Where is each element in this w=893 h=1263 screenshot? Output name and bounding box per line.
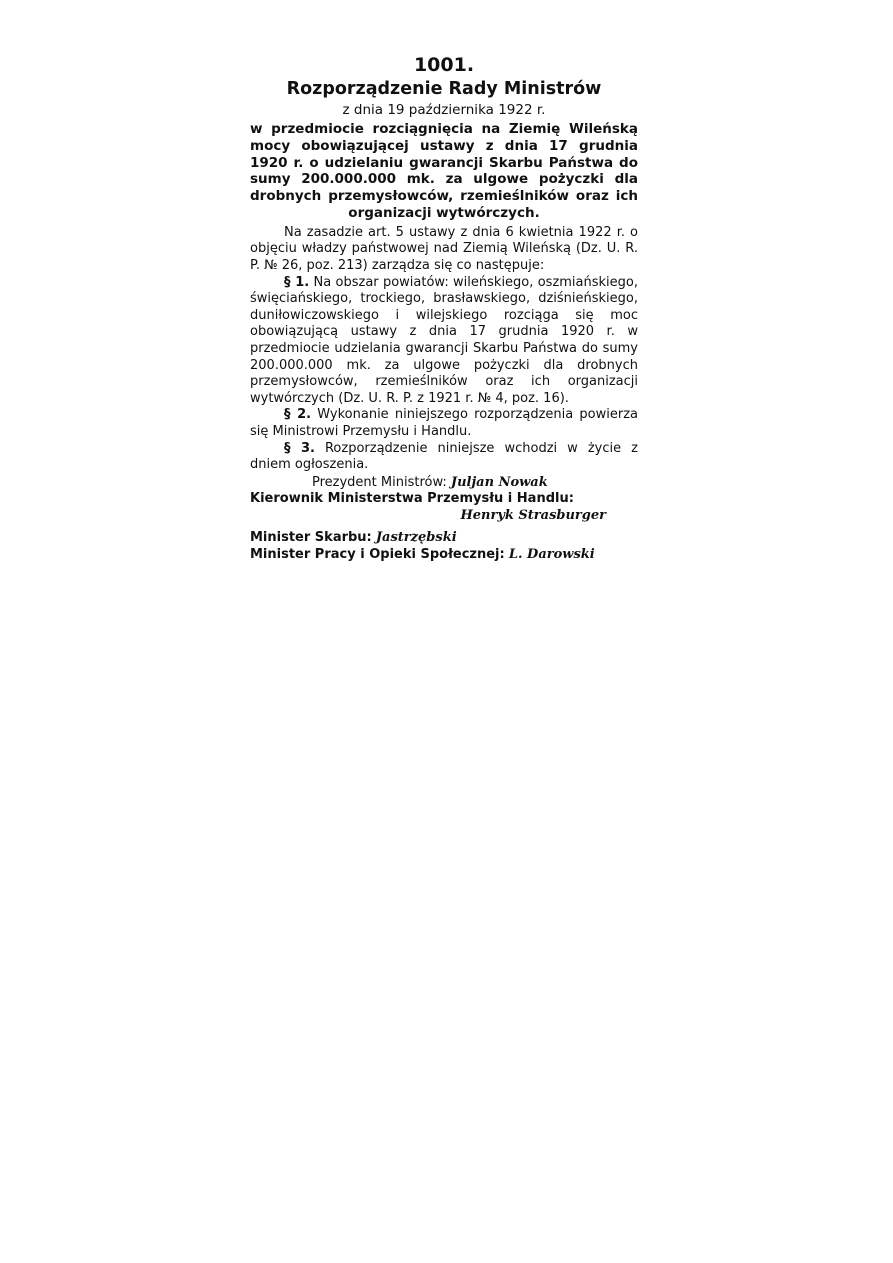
- section-3-mark: § 3.: [284, 440, 315, 456]
- act-title: Rozporządzenie Rady Ministrów: [286, 79, 602, 99]
- signature-industry: [250, 491, 638, 508]
- act-date: z dnia 19 października 1922 r.: [342, 102, 546, 118]
- industry-name: Henryk Strasburger: [460, 507, 606, 523]
- president-label: Prezydent Ministrów:: [312, 474, 447, 490]
- president-name: Juljan Nowak: [450, 474, 548, 490]
- section-2-text: Wykonanie niniejszego rozporządzenia powierza się Ministrowi Przemysłu i Handlu.: [250, 407, 639, 439]
- labour-label: Minister Pracy i Opieki Społecznej:: [250, 547, 505, 563]
- section-3: [250, 441, 638, 474]
- section-3-text: Rozporządzenie niniejsze wchodzi w życie z dniem ogłoszenia.: [250, 440, 638, 473]
- section-2: [250, 407, 638, 440]
- treasury-name: Jastrzębski: [375, 530, 457, 546]
- preamble: Na zasadzie art. 5 ustawy z dnia 6 kwietnia 1922 r. o objęciu władzy państwowej nad Ziemią Wileńską (Dz. U. R. P. № 26, poz. 213) zarządza się co następuje:: [250, 224, 638, 273]
- industry-label: Kierownik Ministerstwa Przemysłu i Handlu:: [250, 491, 574, 507]
- treasury-label: Minister Skarbu:: [250, 530, 372, 546]
- section-1: [250, 275, 638, 408]
- signature-president: [250, 475, 638, 492]
- labour-name: L. Darowski: [508, 547, 595, 563]
- section-1-text: Na obszar powiatów: wileńskiego, oszmiańskiego, święciańskiego, trockiego, brasławskiego, dziśnieńskiego, duniłowiczowskiego i wilejskiego rozciąga się moc obowiązującą ustawy z dnia 17 grudnia 1920 r. w przedmiocie udzielania gwarancji Skarbu Państwa do sumy 200.000.000 mk. za ulgowe pożyczki dla drobnych przemysłowców, rzemieślników oraz ich organizacji wytwórczych (Dz. U. R. P. z 1921 r. № 4, poz. 16).: [250, 274, 638, 406]
- section-2-mark: § 2.: [284, 407, 312, 423]
- document: [250, 52, 638, 564]
- act-number: 1001.: [413, 54, 475, 76]
- signature-labour: [250, 547, 638, 564]
- signature-treasury: [250, 530, 638, 547]
- signature-industry-name-line: [250, 508, 638, 525]
- section-1-mark: § 1.: [284, 274, 310, 290]
- act-subject: w przedmiocie rozciągnięcia na Ziemię Wileńską mocy obowiązującej ustawy z dnia 17 grudnia 1920 r. o udzielaniu gwarancji Skarbu Państwa do sumy 200.000.000 mk. za ulgowe pożyczki dla drobnych przemysłowców, rzemieślników oraz ich organizacji wytwórczych.: [250, 121, 638, 221]
